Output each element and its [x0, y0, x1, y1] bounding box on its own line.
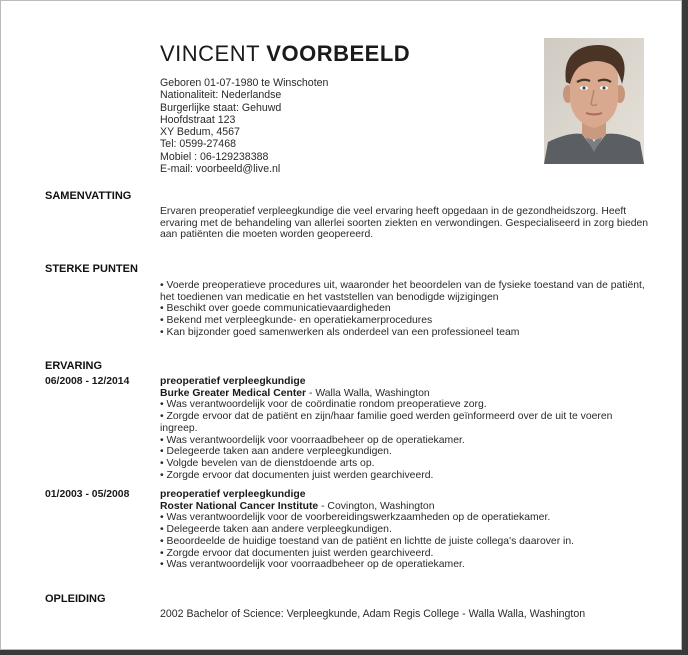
contact-line: Mobiel : 06-129238388: [160, 150, 269, 163]
summary-heading: SAMENVATTING: [45, 190, 132, 202]
contact-line: Geboren 01-07-1980 te Winschoten: [160, 77, 329, 89]
list-item: • Beoordeelde de huidige toestand van de patiënt en lichtte de juiste collega's daarover in.: [160, 535, 575, 547]
education-entry: 2002 Bachelor of Science: Verpleegkunde, Adam Regis College - Walla Walla, Washington: [160, 608, 586, 620]
job-employer: Burke Greater Medical Center: [160, 387, 307, 399]
job-entry: [160, 376, 650, 481]
job-location: - Walla Walla, Washington: [306, 387, 430, 399]
list-item: • Beschikt over goede communicatievaardigheden: [160, 303, 391, 315]
contact-line: Tel: 0599-27468: [160, 138, 236, 151]
strengths-heading: STERKE PUNTEN: [45, 263, 138, 275]
list-item: • Zorgde ervoor dat documenten juist werden gearchiveerd.: [160, 547, 434, 559]
list-item: • Was verantwoordelijk voor de voorbereidingswerkzaamheden op de operatiekamer.: [160, 512, 551, 524]
list-item: • Kan bijzonder goed samenwerken als onderdeel van een professioneel team: [160, 326, 520, 338]
list-item: • Voerde preoperatieve procedures uit, waaronder het beoordelen van de fysieke toestand van de patiënt, het toedienen van medicatie en het vaststellen van benodigde wijzigingen: [160, 280, 645, 303]
job-dates: 01/2003 - 05/2008: [45, 489, 130, 500]
contact-line: E-mail: voorbeeld@live.nl: [160, 163, 281, 176]
job-title: preoperatief verpleegkundige: [160, 376, 306, 387]
list-item: • Bekend met verpleegkunde- en operatiekamerprocedures: [160, 315, 433, 327]
first-name: VINCENT: [160, 41, 260, 66]
contact-line: Nationaliteit: Nederlandse: [160, 89, 282, 102]
job-employer-line: [160, 501, 650, 513]
contact-details: [160, 77, 328, 175]
summary-text: Ervaren preoperatief verpleegkundige die veel ervaring heeft opgedaan in de gezondheidszorg. Heeft ervaring met de behandeling van allerlei soorten ziekten en verwondingen. Gespecialiseerd in zorg bieden aan patiënten die moeten worden geopereerd.: [160, 206, 649, 241]
job-location: - Covington, Washington: [318, 500, 435, 512]
job-dates: 06/2008 - 12/2014: [45, 376, 130, 387]
job-employer-line: [160, 388, 650, 400]
contact-line: XY Bedum, 4567: [160, 126, 240, 139]
job-entry: [160, 489, 650, 571]
contact-line: Hoofdstraat 123: [160, 113, 236, 126]
list-item: • Delegeerde taken aan andere verpleegkundigen.: [160, 524, 392, 536]
job-employer: Roster National Cancer Institute: [160, 500, 319, 512]
profile-photo: [544, 38, 644, 164]
list-item: • Zorgde ervoor dat documenten juist werden gearchiveerd.: [160, 469, 434, 481]
contact-line: Burgerlijke staat: Gehuwd: [160, 101, 282, 114]
last-name: VOORBEELD: [266, 41, 411, 66]
strengths-list: [160, 280, 650, 339]
list-item: • Was verantwoordelijk voor voorraadbeheer op de operatiekamer.: [160, 559, 465, 571]
list-item: • Zorgde ervoor dat de patiënt en zijn/haar familie goed werden geïnformeerd over de uit te voeren ingreep.: [160, 411, 613, 434]
list-item: • Was verantwoordelijk voor voorraadbeheer op de operatiekamer.: [160, 434, 465, 446]
education-heading: OPLEIDING: [45, 593, 106, 605]
job-title: preoperatief verpleegkundige: [160, 489, 306, 500]
experience-heading: ERVARING: [45, 360, 103, 372]
list-item: • Volgde bevelen van de dienstdoende arts op.: [160, 457, 375, 469]
list-item: • Delegeerde taken aan andere verpleegkundigen.: [160, 446, 392, 458]
candidate-name: [160, 41, 410, 67]
list-item: • Was verantwoordelijk voor de coördinatie rondom preoperatieve zorg.: [160, 399, 487, 411]
